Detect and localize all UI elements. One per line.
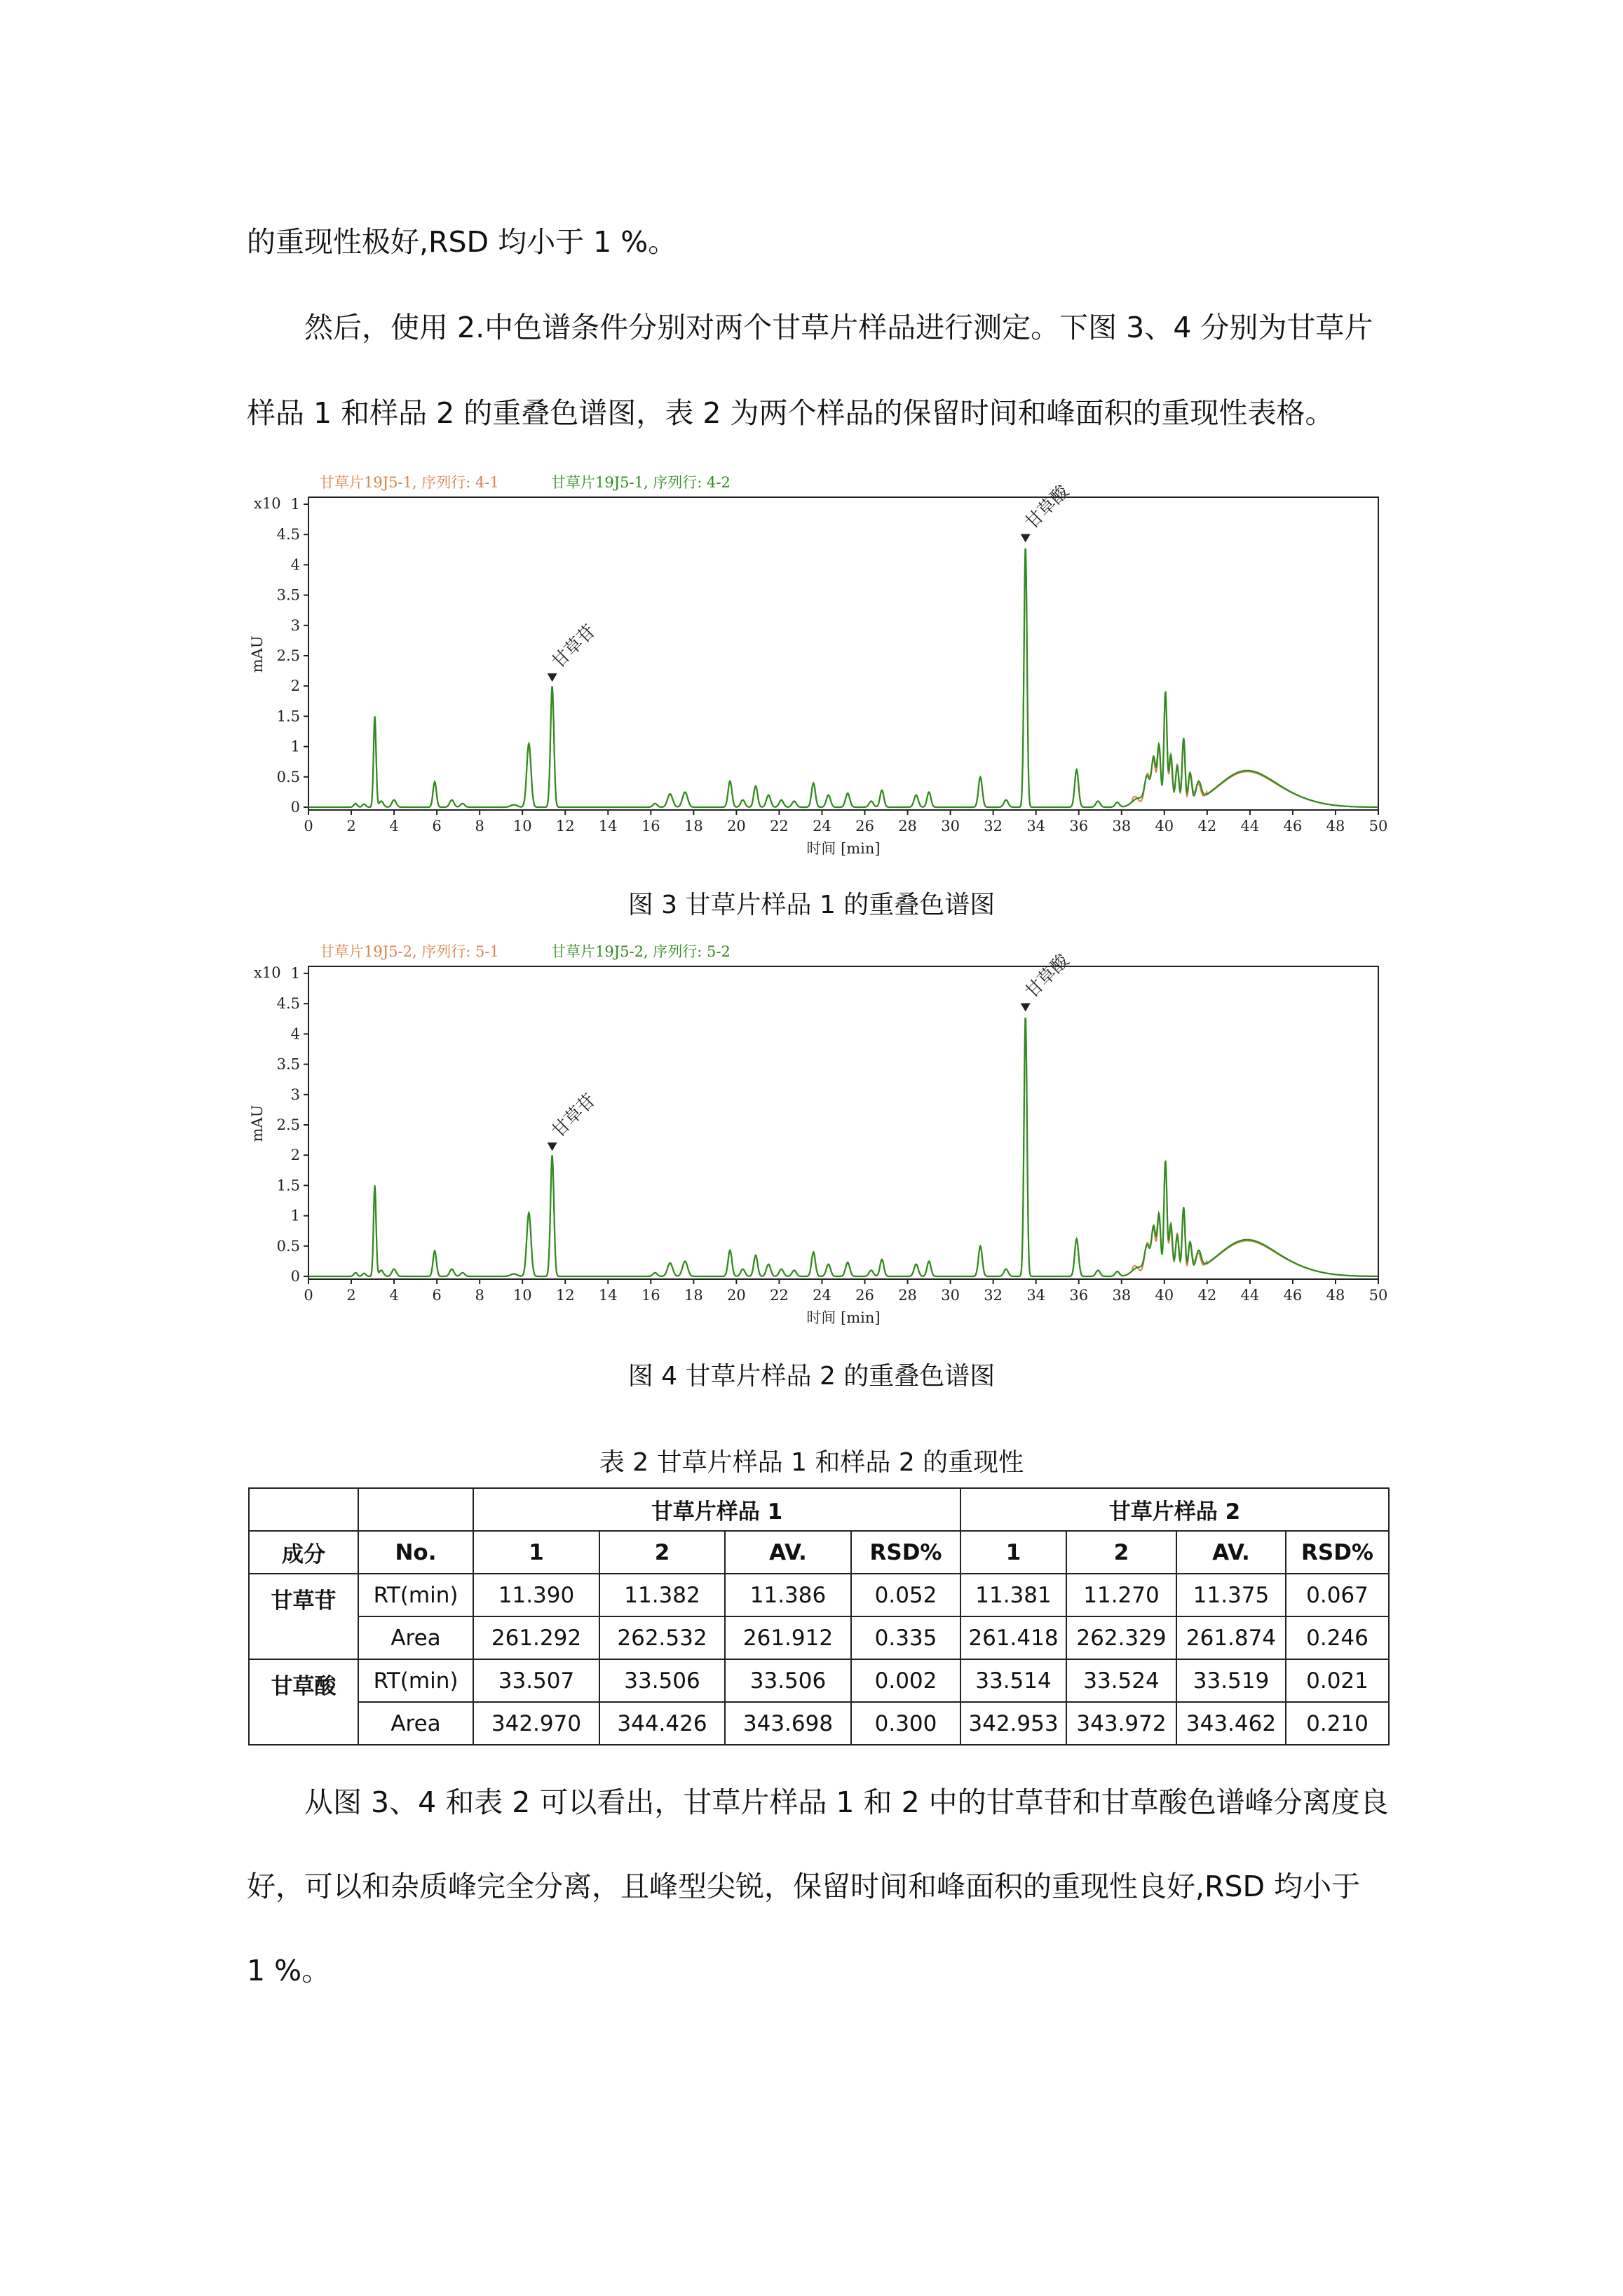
- series-line-green: [308, 549, 1378, 807]
- header-cell: 1: [473, 1531, 599, 1574]
- x-axis-label: 时间 [min]: [806, 840, 881, 857]
- x-tick-label: 30: [941, 818, 960, 835]
- y-tick-label: 2: [290, 1147, 300, 1164]
- x-tick-label: 2: [346, 1287, 356, 1304]
- y-tick-label: 0: [290, 799, 300, 816]
- y-tick-label: 0: [290, 1268, 300, 1285]
- x-tick-label: 28: [898, 1287, 917, 1304]
- table-cell: 33.514: [960, 1659, 1066, 1702]
- compound-cell-liquiritin: 甘草苷: [249, 1574, 358, 1659]
- x-tick-label: 26: [855, 818, 874, 835]
- x-tick-label: 22: [770, 1287, 789, 1304]
- peak-marker: [1021, 534, 1031, 542]
- table-row: [249, 1574, 1389, 1616]
- legend-orange-label: 甘草片19J5-2, 序列行: 5-1: [320, 943, 499, 960]
- table-cell: 261.874: [1176, 1616, 1286, 1659]
- figure-3-caption: 图 3 甘草片样品 1 的重叠色谱图: [627, 891, 996, 919]
- x-tick-label: 8: [475, 1287, 484, 1304]
- y-tick-label: 3: [290, 616, 300, 634]
- chromatogram-figure-4: [247, 934, 1388, 1334]
- peak-marker: [548, 1142, 557, 1151]
- header-cell: 1: [960, 1531, 1066, 1574]
- peak-label: 甘草苷: [548, 1089, 599, 1142]
- table-cell: 33.524: [1066, 1659, 1176, 1702]
- table-cell: 342.953: [960, 1702, 1066, 1745]
- table-cell: 343.972: [1066, 1702, 1176, 1745]
- header-cell: 2: [1066, 1531, 1176, 1574]
- header-cell: 成分: [249, 1531, 358, 1574]
- table-cell-empty: [249, 1488, 358, 1531]
- table-cell: RT(min): [358, 1574, 473, 1616]
- x-tick-label: 42: [1197, 1287, 1217, 1304]
- y-tick-label: 1: [290, 1207, 300, 1224]
- x-tick-label: 36: [1069, 818, 1089, 835]
- table-cell: 262.532: [599, 1616, 725, 1659]
- y-multiplier-label: x10: [254, 964, 281, 981]
- y-tick-label: 4: [290, 1025, 300, 1043]
- peak-marker: [1021, 1003, 1031, 1011]
- y-tick-label: 1: [290, 738, 300, 755]
- table-cell: 344.426: [599, 1702, 725, 1745]
- y-tick-label: 3: [290, 1086, 300, 1103]
- y-tick-label: 1: [290, 496, 300, 513]
- x-tick-label: 50: [1369, 1287, 1388, 1304]
- x-tick-label: 20: [727, 1287, 746, 1304]
- table-cell: 11.381: [960, 1574, 1066, 1616]
- x-tick-label: 38: [1112, 1287, 1132, 1304]
- chromatogram-svg: [247, 465, 1388, 865]
- x-tick-label: 6: [432, 1287, 442, 1304]
- x-tick-label: 18: [684, 1287, 703, 1304]
- table-cell: 0.067: [1286, 1574, 1389, 1616]
- table-cell: 261.912: [725, 1616, 851, 1659]
- header-cell: RSD%: [1286, 1531, 1389, 1574]
- peak-label: 甘草苷: [548, 620, 599, 673]
- x-tick-label: 12: [555, 818, 575, 835]
- table-cell: 262.329: [1066, 1616, 1176, 1659]
- paragraph-line: 然后，使用 2.中色谱条件分别对两个甘草片样品进行测定。下图 3、4 分别为甘草片: [304, 311, 1373, 344]
- reproducibility-table: [248, 1487, 1390, 1745]
- y-tick-label: 1: [290, 965, 300, 982]
- y-tick-label: 1.5: [276, 1177, 300, 1194]
- x-tick-label: 40: [1155, 818, 1174, 835]
- x-tick-label: 20: [727, 818, 746, 835]
- y-tick-label: 2.5: [276, 647, 300, 664]
- paragraph-line: 从图 3、4 和表 2 可以看出，甘草片样品 1 和 2 中的甘草苷和甘草酸色谱峰分离度良: [304, 1785, 1389, 1819]
- x-tick-label: 32: [984, 1287, 1003, 1304]
- table-cell: 0.021: [1286, 1659, 1389, 1702]
- table-cell: 33.519: [1176, 1659, 1286, 1702]
- x-tick-label: 12: [555, 1287, 575, 1304]
- table-cell: 11.382: [599, 1574, 725, 1616]
- table-2-title: 表 2 甘草片样品 1 和样品 2 的重现性: [599, 1448, 1024, 1477]
- paragraph-line: 样品 1 和样品 2 的重叠色谱图，表 2 为两个样品的保留时间和峰面积的重现性表格。: [247, 396, 1334, 430]
- plot-frame: [308, 966, 1378, 1279]
- x-tick-label: 44: [1240, 818, 1260, 835]
- table-cell: 11.386: [725, 1574, 851, 1616]
- table-cell: 33.506: [725, 1659, 851, 1702]
- plot-frame: [308, 497, 1378, 810]
- y-tick-label: 2.5: [276, 1116, 300, 1133]
- x-tick-label: 24: [813, 818, 831, 835]
- header-cell: AV.: [1176, 1531, 1286, 1574]
- x-tick-label: 36: [1069, 1287, 1089, 1304]
- legend-green-label: 甘草片19J5-1, 序列行: 4-2: [551, 474, 731, 491]
- table-cell: 33.507: [473, 1659, 599, 1702]
- table-cell-empty: [358, 1488, 473, 1531]
- y-axis-label: mAU: [249, 635, 266, 673]
- table-cell: Area: [358, 1616, 473, 1659]
- x-tick-label: 10: [512, 818, 532, 835]
- table-cell: 0.210: [1286, 1702, 1389, 1745]
- compound-cell-glycyrrhizic-acid: 甘草酸: [249, 1659, 358, 1745]
- table-cell: 261.418: [960, 1616, 1066, 1659]
- x-tick-label: 40: [1155, 1287, 1174, 1304]
- x-tick-label: 26: [855, 1287, 874, 1304]
- x-tick-label: 4: [389, 818, 399, 835]
- x-tick-label: 16: [641, 1287, 660, 1304]
- x-tick-label: 6: [432, 818, 442, 835]
- x-tick-label: 16: [641, 818, 660, 835]
- x-tick-label: 48: [1326, 1287, 1345, 1304]
- x-tick-label: 18: [684, 818, 703, 835]
- paragraph-line: 1 %。: [247, 1954, 331, 1987]
- chromatogram-svg: [247, 934, 1388, 1334]
- x-tick-label: 24: [813, 1287, 831, 1304]
- group-header-sample-1: 甘草片样品 1: [473, 1488, 960, 1531]
- x-tick-label: 22: [770, 818, 789, 835]
- table-cell: 11.390: [473, 1574, 599, 1616]
- x-tick-label: 30: [941, 1287, 960, 1304]
- table-cell: 0.246: [1286, 1616, 1389, 1659]
- y-axis-label: mAU: [249, 1105, 266, 1142]
- table-cell: Area: [358, 1702, 473, 1745]
- series-line-orange: [308, 557, 1378, 807]
- x-tick-label: 34: [1026, 1287, 1046, 1304]
- header-cell: AV.: [725, 1531, 851, 1574]
- table-row: [249, 1702, 1389, 1745]
- x-tick-label: 48: [1326, 818, 1345, 835]
- x-axis-label: 时间 [min]: [806, 1309, 881, 1326]
- table-cell: 33.506: [599, 1659, 725, 1702]
- legend-orange-label: 甘草片19J5-1, 序列行: 4-1: [320, 474, 499, 491]
- x-tick-label: 4: [389, 1287, 399, 1304]
- chromatogram-figure-3: [247, 465, 1388, 865]
- table-row: [249, 1616, 1389, 1659]
- table-cell: 11.375: [1176, 1574, 1286, 1616]
- y-tick-label: 4.5: [276, 995, 300, 1013]
- table-group-header-row: [249, 1488, 1389, 1531]
- header-cell: RSD%: [851, 1531, 960, 1574]
- x-tick-label: 46: [1283, 1287, 1303, 1304]
- y-tick-label: 4: [290, 556, 300, 574]
- table-cell: 0.002: [851, 1659, 960, 1702]
- series-line-orange: [308, 1026, 1378, 1276]
- x-tick-label: 14: [598, 818, 618, 835]
- x-tick-label: 0: [304, 1287, 313, 1304]
- x-tick-label: 10: [512, 1287, 532, 1304]
- x-tick-label: 32: [984, 818, 1003, 835]
- y-tick-label: 1.5: [276, 708, 300, 725]
- table-cell: 343.698: [725, 1702, 851, 1745]
- table-cell: 11.270: [1066, 1574, 1176, 1616]
- x-tick-label: 8: [475, 818, 484, 835]
- legend-green-label: 甘草片19J5-2, 序列行: 5-2: [551, 943, 731, 960]
- x-tick-label: 0: [304, 818, 313, 835]
- x-tick-label: 2: [346, 818, 356, 835]
- peak-marker: [548, 673, 557, 682]
- x-tick-label: 42: [1197, 818, 1217, 835]
- table-cell: 0.300: [851, 1702, 960, 1745]
- header-cell: 2: [599, 1531, 725, 1574]
- table-cell: 261.292: [473, 1616, 599, 1659]
- y-tick-label: 0.5: [276, 1237, 300, 1255]
- table-cell: 342.970: [473, 1702, 599, 1745]
- table-cell: 343.462: [1176, 1702, 1286, 1745]
- paragraph-line: 的重现性极好,RSD 均小于 1 %。: [247, 225, 677, 259]
- group-header-sample-2: 甘草片样品 2: [960, 1488, 1389, 1531]
- y-multiplier-label: x10: [254, 495, 281, 512]
- table-header-row: [249, 1531, 1389, 1574]
- x-tick-label: 46: [1283, 818, 1303, 835]
- x-tick-label: 28: [898, 818, 917, 835]
- header-cell: No.: [358, 1531, 473, 1574]
- table-row: [249, 1659, 1389, 1702]
- y-tick-label: 3.5: [276, 586, 300, 604]
- paragraph-line: 好，可以和杂质峰完全分离，且峰型尖锐，保留时间和峰面积的重现性良好,RSD 均小于: [247, 1870, 1361, 1903]
- y-tick-label: 4.5: [276, 526, 300, 543]
- series-line-green: [308, 1018, 1378, 1276]
- table-cell: 0.335: [851, 1616, 960, 1659]
- x-tick-label: 44: [1240, 1287, 1260, 1304]
- x-tick-label: 34: [1026, 818, 1046, 835]
- x-tick-label: 38: [1112, 818, 1132, 835]
- peak-label: 甘草酸: [1021, 950, 1073, 1002]
- x-tick-label: 50: [1369, 818, 1388, 835]
- table-cell: RT(min): [358, 1659, 473, 1702]
- x-tick-label: 14: [598, 1287, 618, 1304]
- y-tick-label: 3.5: [276, 1055, 300, 1073]
- figure-4-caption: 图 4 甘草片样品 2 的重叠色谱图: [627, 1362, 996, 1391]
- y-tick-label: 2: [290, 677, 300, 695]
- table-cell: 0.052: [851, 1574, 960, 1616]
- y-tick-label: 0.5: [276, 768, 300, 785]
- peak-label: 甘草酸: [1021, 481, 1073, 533]
